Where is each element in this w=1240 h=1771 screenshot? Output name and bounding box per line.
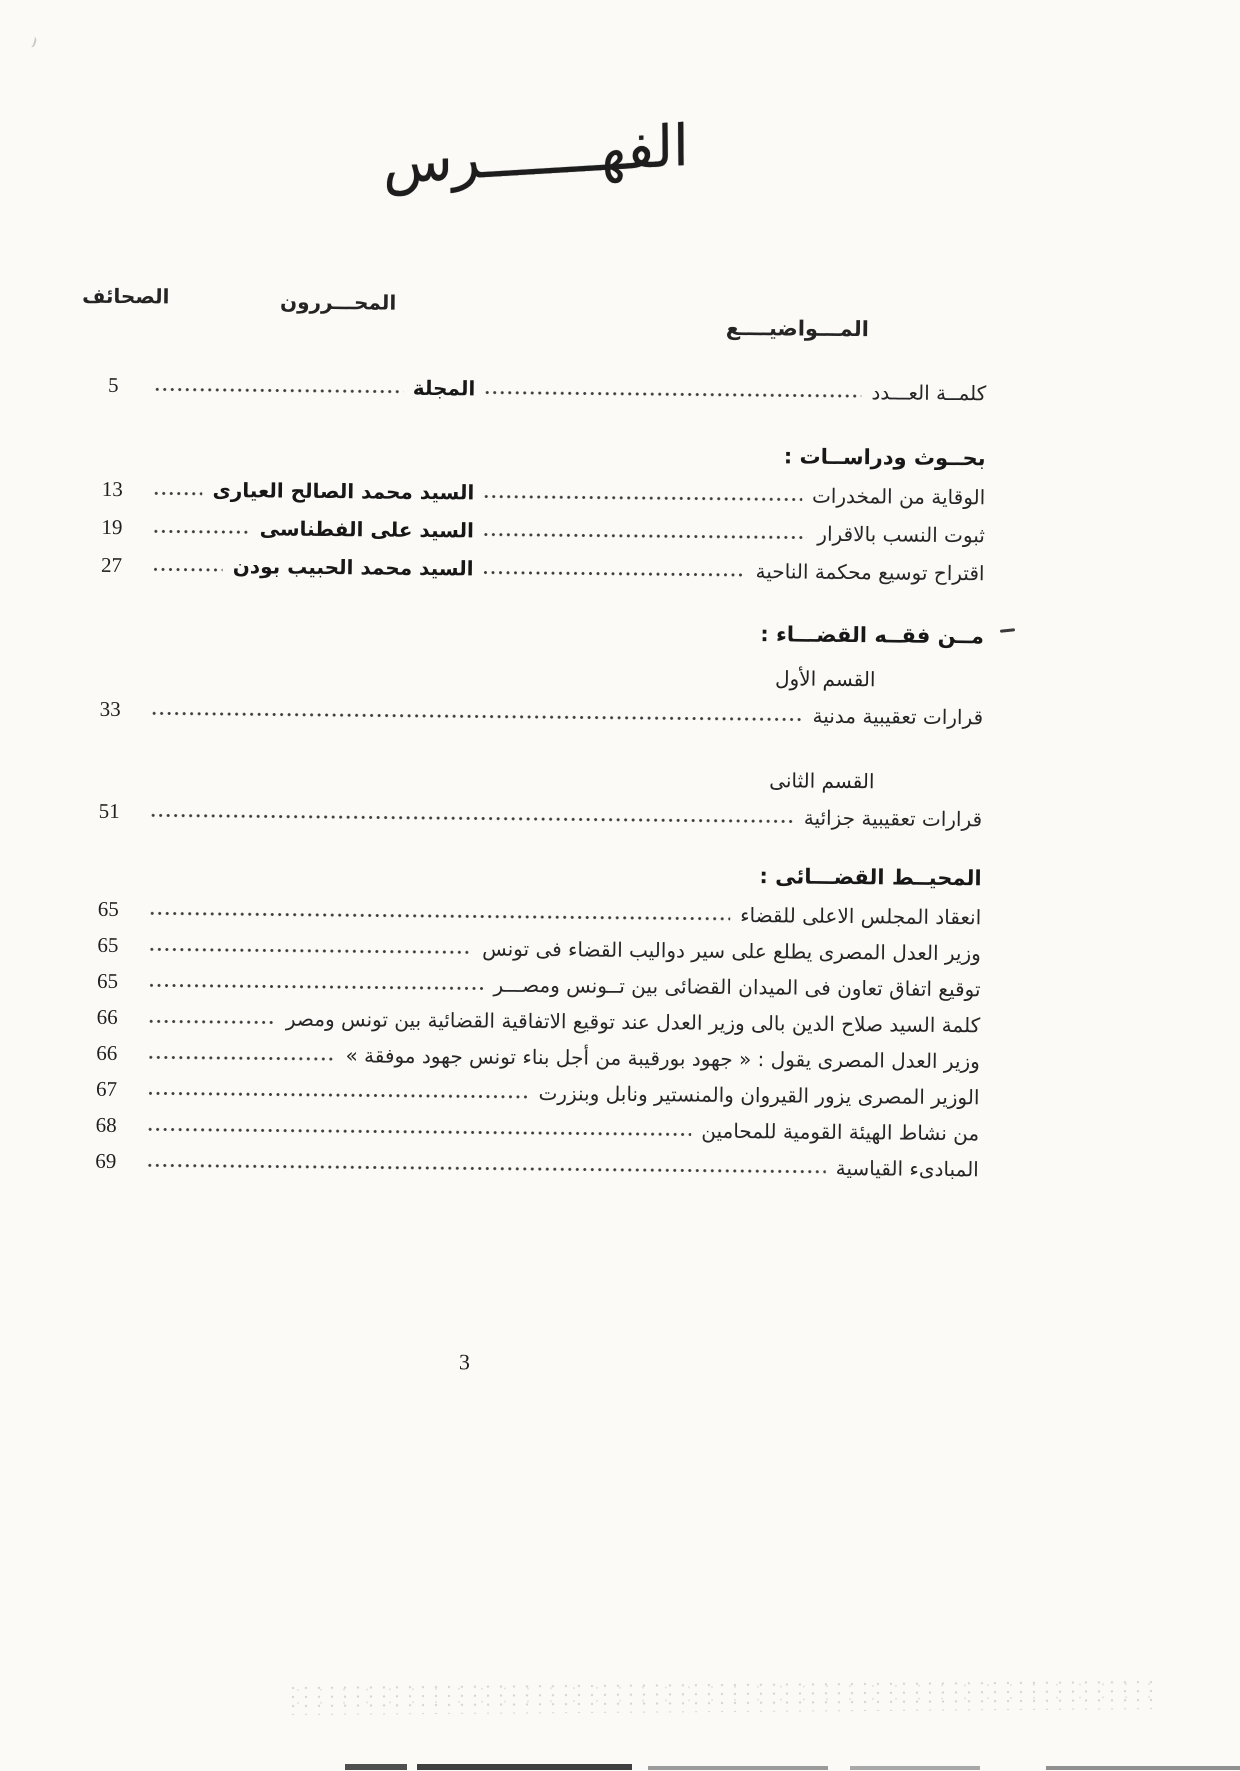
section-heading-jurisprudence: مــن فقــه القضـــاء : [760, 622, 985, 649]
toc-row [75, 1038, 980, 1077]
scan-artifact-bottom-bar [1046, 1766, 1240, 1770]
toc-page-number: 65 [96, 968, 119, 994]
dotted-leader [484, 495, 802, 502]
toc-row [80, 474, 985, 513]
subsection-heading-part-one: القسم الأول [774, 666, 876, 692]
toc-editor: السيد محمد الحبيب بودن [232, 554, 474, 581]
dotted-leader [149, 1055, 336, 1061]
toc-page-number: 13 [101, 476, 123, 502]
column-header-pages: الصحائف [82, 283, 170, 309]
toc-row [80, 512, 985, 551]
toc-row [74, 1146, 979, 1185]
dotted-leader [149, 1019, 276, 1024]
toc-page-number: 69 [95, 1148, 117, 1174]
toc-topic: قرارات تعقيبية جزائية [803, 805, 983, 832]
toc-row [74, 1110, 979, 1149]
toc-editor-cell [144, 512, 474, 545]
dotted-leader [155, 387, 403, 393]
toc-topic: وزير العدل المصرى يقول : « جهود بورقيبة من أجل بناء تونس جهود موفقة » [345, 1043, 980, 1074]
dotted-leader [152, 711, 802, 721]
toc-topic: قرارات تعقيبية مدنية [812, 703, 984, 730]
toc-editor: السيد على الفطناسى [259, 516, 475, 543]
dotted-leader [154, 491, 202, 495]
column-header-row [82, 284, 987, 349]
toc-page-number: 66 [96, 1040, 118, 1066]
dotted-leader [483, 571, 745, 578]
toc-topic: المبادىء القياسية [835, 1155, 979, 1182]
page-number-footer: 3 [458, 1349, 471, 1375]
dotted-leader [150, 947, 472, 954]
toc-topic: الوزير المصرى يزور القيروان والمنستير ونابل وبنزرت [538, 1081, 980, 1110]
toc-topic: ثبوت النسب بالاقرار [817, 521, 985, 548]
toc-row [76, 930, 981, 969]
toc-editor-cell [143, 550, 473, 583]
toc-editor: السيد محمد الصالح العيارى [212, 477, 475, 505]
toc-topic: اقتراح توسيع محكمة الناحية [755, 559, 985, 586]
scan-artifact-bottom-bar [417, 1764, 632, 1770]
toc-page-number: 66 [96, 1004, 118, 1030]
scan-artifact-bottom-bar [345, 1764, 407, 1770]
dotted-leader [148, 1127, 691, 1136]
toc-topic: توقيع اتفاق تعاون فى الميدان القضائى بين تــونس ومصـــر [493, 972, 981, 1002]
toc-topic: كلمــة العـــدد [871, 380, 987, 406]
scan-artifact-dash [1000, 628, 1015, 633]
toc-topic: الوقاية من المخدرات [811, 483, 986, 510]
dotted-leader [148, 1091, 528, 1099]
dotted-leader [150, 911, 730, 921]
toc-topic: وزير العدل المصرى يطلع على سير دواليب القضاء فى تونس [482, 936, 981, 966]
scan-artifact-bottom-bar [850, 1766, 980, 1770]
toc-page-number: 33 [99, 696, 121, 722]
toc-row [79, 550, 984, 589]
toc-row [78, 694, 983, 733]
toc-topic: من نشاط الهيئة القومية للمحامين [701, 1118, 980, 1146]
toc-editor: المجلة [412, 375, 476, 401]
calligraphic-title: الفهـــــــرس [382, 112, 690, 198]
dotted-leader [154, 529, 250, 534]
toc-content [72, 0, 990, 1380]
column-header-editors: المحـــررون [279, 289, 397, 315]
section-heading-studies: بحــوث ودراســات : [783, 444, 986, 471]
dotted-leader [153, 567, 222, 572]
toc-page-number: 5 [107, 372, 119, 397]
toc-page-number: 68 [95, 1112, 117, 1138]
dotted-leader [484, 533, 807, 540]
toc-row [74, 1074, 979, 1113]
toc-page-number: 51 [98, 798, 120, 824]
toc-row [77, 796, 982, 835]
dotted-leader [148, 1163, 826, 1174]
dotted-leader [150, 983, 484, 990]
dotted-leader [151, 813, 794, 823]
toc-page-number: 65 [97, 896, 119, 922]
toc-editor-cell [145, 370, 475, 403]
toc-page-number: 27 [100, 552, 123, 578]
dotted-leader [485, 391, 861, 399]
toc-row [76, 894, 981, 933]
toc-row [75, 966, 980, 1005]
toc-page-number: 67 [95, 1076, 118, 1102]
toc-page-number: 65 [97, 932, 119, 958]
toc-editor-cell [144, 474, 474, 507]
toc-topic: انعقاد المجلس الاعلى للقضاء [740, 902, 982, 930]
section-heading-judicial-milieu: المحيــط القضـــائى : [759, 864, 982, 891]
column-header-topics: المـــواضيــــع [725, 315, 869, 342]
toc-row [81, 370, 986, 409]
scan-artifact-bottom-bar [648, 1766, 828, 1770]
scan-artifact-noise-band [290, 1679, 1160, 1715]
toc-page-number: 19 [101, 514, 123, 540]
toc-row [75, 1002, 980, 1041]
scan-artifact-corner-mark [26, 35, 38, 48]
toc-topic: كلمة السيد صلاح الدين بالى وزير العدل عند توقيع الاتفاقية القضائية بين تونس ومصر [285, 1006, 981, 1038]
subsection-heading-part-two: القسم الثانى [769, 768, 875, 794]
